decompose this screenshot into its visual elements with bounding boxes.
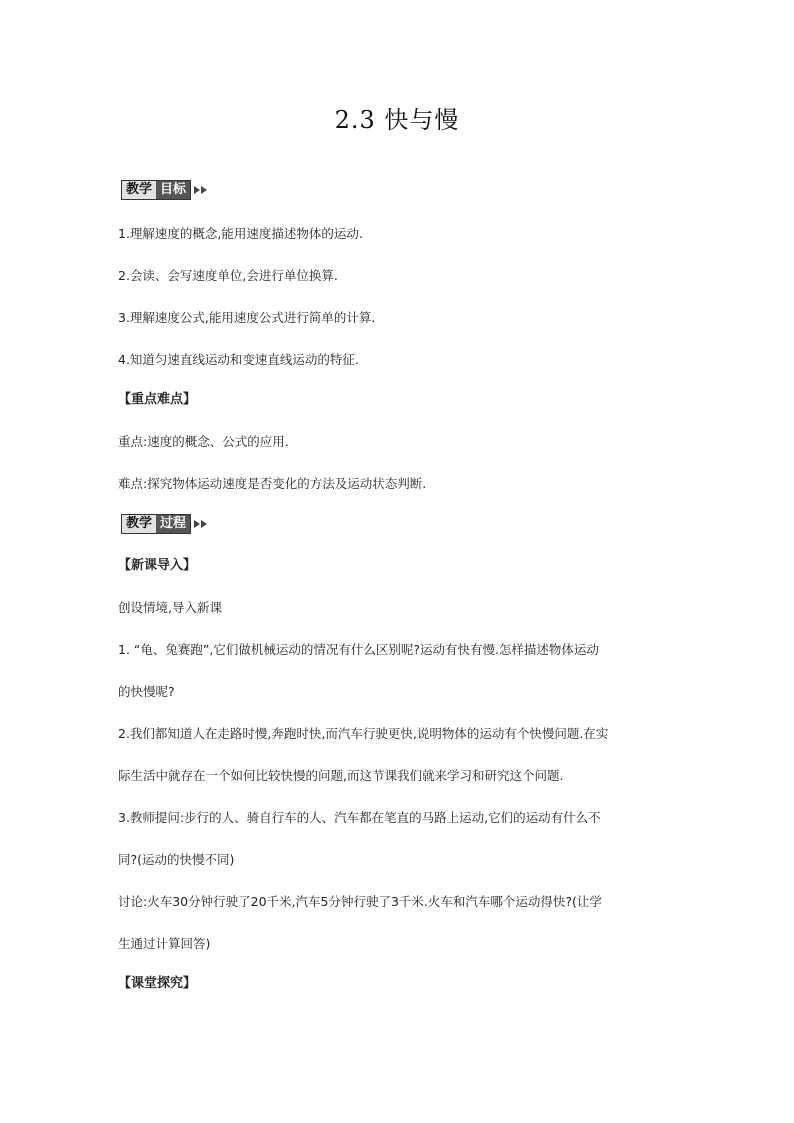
- badge-part2: 目标: [156, 181, 190, 199]
- badge-part2: 过程: [156, 515, 190, 533]
- intro-subheading: 创设情境,导入新课: [118, 600, 222, 615]
- intro-item-3-line-1: 3.教师提问:步行的人、骑自行车的人、汽车都在笔直的马路上运动,它们的运动有什么不: [118, 810, 601, 825]
- intro-item-2-line-2: 际生活中就存在一个如何比较快慢的问题,而这节课我们就来学习和研究这个问题.: [118, 768, 564, 783]
- intro-item-1-line-1: 1. “龟、兔赛跑”,它们做机械运动的情况有什么区别呢?运动有快有慢.怎样描述物体运动: [118, 642, 599, 657]
- double-arrow-icon: [194, 520, 208, 528]
- page-title: 2.3 快与慢: [334, 106, 460, 134]
- goal-item-2: 2.会读、会写速度单位,会进行单位换算.: [118, 268, 338, 283]
- goal-item-1: 1.理解速度的概念,能用速度描述物体的运动.: [118, 226, 363, 241]
- classroom-explore-heading: 【课堂探究】: [118, 976, 197, 991]
- goal-item-3: 3.理解速度公式,能用速度公式进行简单的计算.: [118, 310, 376, 325]
- badge-part1: 教学: [122, 515, 156, 533]
- teaching-goals-badge: [121, 180, 208, 200]
- intro-heading: 【新课导入】: [118, 558, 197, 573]
- discussion-line-2: 生通过计算回答): [118, 936, 211, 951]
- intro-item-3-line-2: 同?(运动的快慢不同): [118, 852, 235, 867]
- discussion-line-1: 讨论:火车30分钟行驶了20千米,汽车5分钟行驶了3千米.火车和汽车哪个运动得快?(让学: [118, 894, 602, 909]
- intro-item-1-line-2: 的快慢呢?: [118, 684, 175, 699]
- badge-box: [121, 514, 191, 534]
- teaching-process-badge: [121, 514, 208, 534]
- intro-item-2-line-1: 2.我们都知道人在走路时慢,奔跑时快,而汽车行驶更快,说明物体的运动有个快慢问题.在实: [118, 726, 609, 741]
- key-point: 重点:速度的概念、公式的应用.: [118, 434, 289, 449]
- goal-item-4: 4.知道匀速直线运动和变速直线运动的特征.: [118, 352, 359, 367]
- badge-box: [121, 180, 191, 200]
- key-points-heading: 【重点难点】: [118, 392, 197, 407]
- badge-part1: 教学: [122, 181, 156, 199]
- double-arrow-icon: [194, 186, 208, 194]
- difficult-point: 难点:探究物体运动速度是否变化的方法及运动状态判断.: [118, 476, 427, 491]
